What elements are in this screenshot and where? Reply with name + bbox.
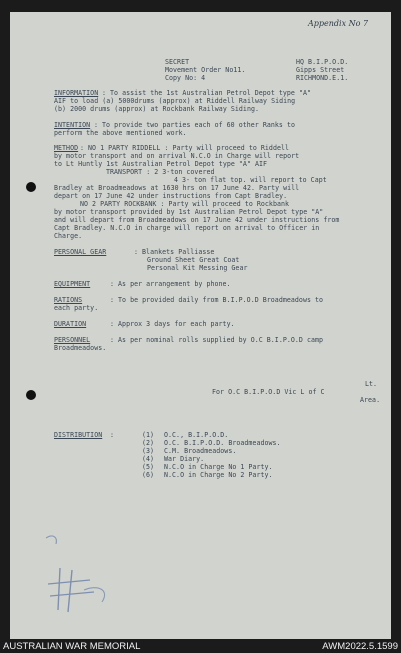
distribution-item-number: (1) — [142, 431, 155, 439]
signature-line: For O.C B.I.P.O.D Vic L of C — [212, 388, 325, 396]
intention-heading: INTENTION — [54, 121, 91, 129]
distribution-item-number: (3) — [142, 447, 155, 455]
distribution-item: N.C.O in Charge No 1 Party. — [164, 463, 273, 471]
personnel-text: Broadmeadows. — [54, 344, 107, 352]
distribution-item: O.C., B.I.P.O.D. — [164, 431, 229, 439]
footer-institution: AUSTRALIAN WAR MEMORIAL — [3, 641, 141, 652]
method-text: and will depart from Broadmeadows on 17 June 42 under instructions from — [54, 216, 340, 224]
method-heading: METHOD — [54, 144, 79, 152]
distribution-item: O.C. B.I.P.O.D. Broadmeadows. — [164, 439, 281, 447]
method-text: NO 2 PARTY ROCKBANK : Party will proceed to Rockbank — [80, 200, 290, 208]
method-text: Capt Bradley. N.C.O in charge will report on arrival to Officer in — [54, 224, 320, 232]
footer-accession-number: AWM2022.5.1599 — [322, 641, 398, 652]
duration-text: : Approx 3 days for each party. — [110, 320, 235, 328]
method-text: Bradley at Broadmeadows at 1630 hrs on 17 June 42. Party will — [54, 184, 300, 192]
information-text: (b) 2000 drums (approx) at Rockbank Railway Siding. — [54, 105, 260, 113]
hq-address-line: Gipps Street — [296, 66, 345, 74]
rations-text: each party. — [54, 304, 99, 312]
method-text: by motor transport and on arrival N.C.O in Charge will report — [54, 152, 300, 160]
method-text: TRANSPORT : 2 3-ton covered — [106, 168, 215, 176]
handwritten-annotation: Appendix No 7 — [308, 19, 369, 28]
distribution-item: C.M. Broadmeadows. — [164, 447, 237, 455]
distribution-item: N.C.O in Charge No 2 Party. — [164, 471, 273, 479]
document-page — [10, 12, 391, 639]
personnel-heading: PERSONNEL — [54, 336, 91, 344]
hq-address-line: RICHMOND.E.1. — [296, 74, 349, 82]
pencil-scribble — [38, 532, 128, 622]
distribution-colon: : — [110, 431, 115, 439]
copy-number: Copy No: 4 — [165, 74, 206, 82]
distribution-item-number: (4) — [142, 455, 155, 463]
punch-hole — [26, 390, 36, 400]
method-text: : NO 1 PARTY RIDDELL : Party will proceed to Riddell — [80, 144, 290, 152]
rations-text: : To be provided daily from B.I.P.O.D Broadmeadows to — [110, 296, 324, 304]
method-text: depart on 17 June 42 under instructions from Capt Bradley. — [54, 192, 288, 200]
classification-label: SECRET — [165, 58, 190, 66]
method-text: Charge. — [54, 232, 83, 240]
personal-gear-heading: PERSONAL GEAR — [54, 248, 107, 256]
rations-heading: RATIONS — [54, 296, 83, 304]
distribution-item-number: (5) — [142, 463, 155, 471]
intention-text: perform the above mentioned work. — [54, 129, 187, 137]
information-text: : To assist the 1st Australian Petrol Depot type "A" — [102, 89, 312, 97]
distribution-item-number: (6) — [142, 471, 155, 479]
equipment-text: : As per arrangement by phone. — [110, 280, 231, 288]
signature-area: Area. — [360, 396, 381, 404]
distribution-item-number: (2) — [142, 439, 155, 447]
punch-hole — [26, 182, 36, 192]
method-text: 4 3- ton flat top. will report to Capt — [174, 176, 327, 184]
method-text: by motor transport provided by 1st Australian Petrol Depot type "A" — [54, 208, 324, 216]
hq-address-line: HQ B.I.P.O.D. — [296, 58, 349, 66]
signature-rank: Lt. — [365, 380, 378, 388]
duration-heading: DURATION — [54, 320, 87, 328]
personal-gear-text: : Blankets Palliasse — [134, 248, 215, 256]
method-text: to Lt Huntly 1st Australian Petrol Depot type "A" AIF — [54, 160, 268, 168]
equipment-heading: EQUIPMENT — [54, 280, 91, 288]
information-text: AIF to load (a) 5000drums (approx) at Riddell Railway Siding — [54, 97, 296, 105]
information-heading: INFORMATION — [54, 89, 99, 97]
personal-gear-text: Ground Sheet Great Coat — [147, 256, 240, 264]
distribution-item: War Diary. — [164, 455, 205, 463]
movement-order-number: Movement Order No11. — [165, 66, 246, 74]
intention-text: : To provide two parties each of 60 other Ranks to — [94, 121, 295, 129]
distribution-heading: DISTRIBUTION — [54, 431, 103, 439]
personal-gear-text: Personal Kit Messing Gear — [147, 264, 248, 272]
personnel-text: : As per nominal rolls supplied by O.C B.I.P.O.D camp — [110, 336, 324, 344]
